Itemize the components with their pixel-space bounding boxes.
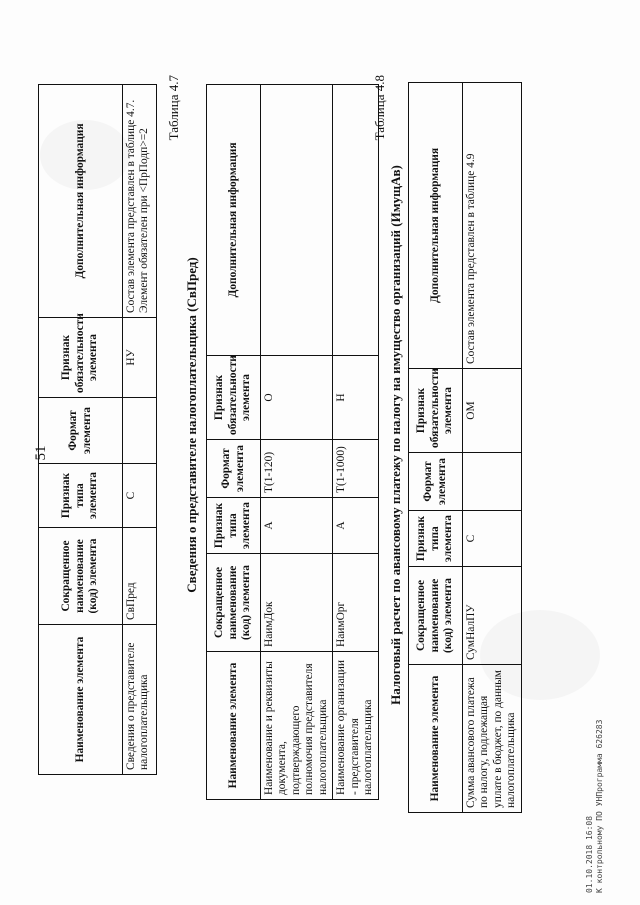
header-info: Дополнительная информация: [409, 83, 463, 369]
cell-type: С: [463, 511, 522, 567]
footer-line-1: 01.10.2018 16:08: [585, 815, 594, 893]
cell-name: Наименование и реквизиты документа, подтверждающего полномочия представителя налогоплательщика: [261, 652, 333, 800]
cell-info: Состав элемента представлен в таблице 4.7. Элемент обязателен при <ПрПодп>=2: [123, 85, 157, 318]
header-code: Сокращенное наименование (код) элемента: [409, 567, 463, 665]
cell-mandatory: О: [261, 356, 333, 440]
header-name: Наименование элемента: [207, 652, 261, 800]
cell-name: Сумма авансового платежа по налогу, подлежащая уплате в бюджет, по данным налогоплательщика: [463, 665, 522, 813]
table-row: [261, 85, 333, 800]
table-4-8-caption: Налоговый расчет по авансовому платежу по налогу на имущество организаций (ИмущАв): [388, 165, 403, 705]
header-format: Формат элемента: [409, 453, 463, 511]
table-continuation: [38, 84, 157, 775]
header-name: Наименование элемента: [39, 625, 123, 775]
cell-code: СвПред: [123, 528, 157, 625]
cell-code: СумНалПУ: [463, 567, 522, 665]
header-code: Сокращенное наименование (код) элемента: [39, 528, 123, 625]
footer-line-2: К контрольному ПО УНПрограмма 626283: [595, 719, 605, 893]
cell-type: С: [123, 464, 157, 528]
table-4-7: [206, 84, 379, 800]
page-number: 51: [33, 445, 49, 461]
cell-format: Т(1-120): [261, 440, 333, 498]
cell-code: НаимОрг: [333, 554, 378, 652]
header-code: Сокращенное наименование (код) элемента: [207, 554, 261, 652]
header-format: Формат элемента: [39, 398, 123, 464]
header-info: Дополнительная информация: [39, 85, 123, 318]
header-type: Признак типа элемента: [207, 498, 261, 554]
cell-mandatory: НУ: [123, 318, 157, 398]
header-mandatory: Признак обязательности элемента: [409, 369, 463, 453]
cell-info: [261, 85, 333, 356]
header-type: Признак типа элемента: [409, 511, 463, 567]
table-row: [123, 85, 157, 775]
table-4-8: [408, 82, 522, 813]
cell-format: [123, 398, 157, 464]
table-row: [463, 83, 522, 813]
footer-stamp: [585, 720, 606, 893]
table-4-8-label: Таблица 4.8: [372, 75, 387, 141]
table-4-7-label: Таблица 4.7: [166, 75, 181, 141]
table-row: [333, 85, 378, 800]
cell-format: Т(1-1000): [333, 440, 378, 498]
cell-code: НаимДок: [261, 554, 333, 652]
cell-mandatory: Н: [333, 356, 378, 440]
header-name: Наименование элемента: [409, 665, 463, 813]
header-mandatory: Признак обязательности элемента: [207, 356, 261, 440]
header-type: Признак типа элемента: [39, 464, 123, 528]
cell-info: Состав элемента представлен в таблице 4.9: [463, 83, 522, 369]
header-info: Дополнительная информация: [207, 85, 261, 356]
cell-type: А: [261, 498, 333, 554]
cell-name: Наименование организации - представителя налогоплательщика: [333, 652, 378, 800]
header-format: Формат элемента: [207, 440, 261, 498]
header-mandatory: Признак обязательности элемента: [39, 318, 123, 398]
cell-type: А: [333, 498, 378, 554]
table-4-7-caption: Сведения о представителе налогоплательщика (СвПред): [184, 257, 199, 593]
cell-name: Сведения о представителе налогоплательщика: [123, 625, 157, 775]
cell-mandatory: ОМ: [463, 369, 522, 453]
cell-format: [463, 453, 522, 511]
